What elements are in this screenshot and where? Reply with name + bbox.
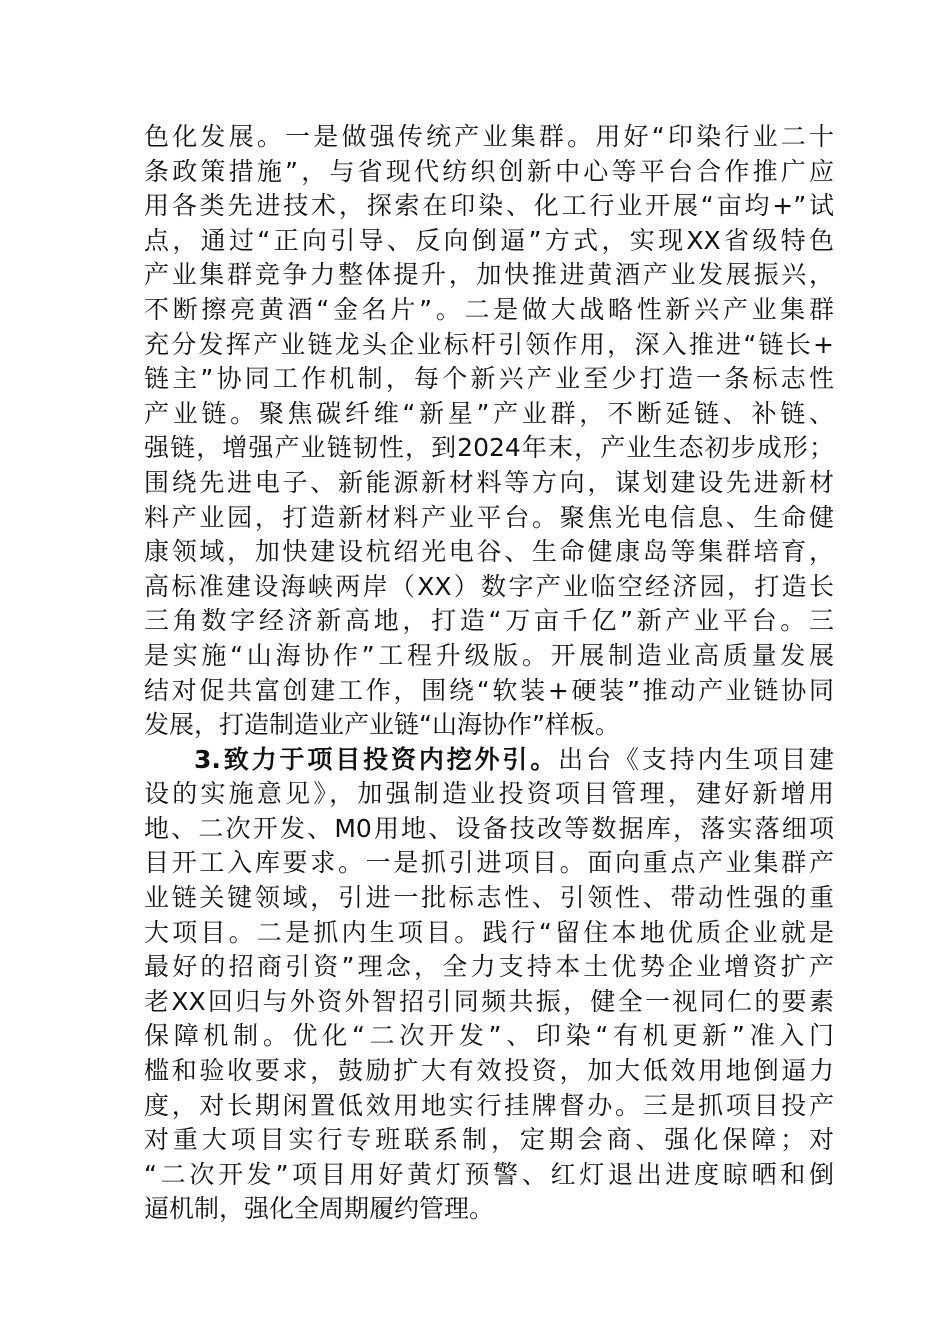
- text-line: 三角数字经济新高地，打造“万亩千亿”新产业平台。三: [144, 606, 834, 636]
- text-line: 料产业园，打造新材料产业平台。聚焦光电信息、生命健: [144, 502, 834, 532]
- text-line: 链主”协同工作机制，每个新兴产业至少打造一条标志性: [144, 364, 834, 394]
- section-heading: 3.致力于项目投资内挖外引。: [194, 744, 559, 774]
- text-line: 业链关键领域，引进一批标志性、引领性、带动性强的重: [144, 883, 834, 913]
- text-line: 发展，打造制造业产业链“山海协作”样板。: [144, 710, 620, 740]
- text-line: 产业集群竞争力整体提升，加快推进黄酒产业发展振兴，: [144, 260, 834, 290]
- text-line: 强链，增强产业链韧性，到2024年末，产业生态初步成形；: [144, 433, 834, 463]
- text-line: “二次开发”项目用好黄灯预警、红灯退出进度晾晒和倒: [144, 1159, 834, 1189]
- text-line: 逼机制，强化全周期履约管理。: [144, 1194, 495, 1224]
- text-line: 不断擦亮黄酒“金名片”。二是做大战略性新兴产业集群: [144, 294, 834, 324]
- text-line: 结对促共富创建工作，围绕“软装+硬装”推动产业链协同: [144, 675, 834, 705]
- text-line: 围绕先进电子、新能源新材料等方向，谋划建设先进新材: [144, 467, 834, 497]
- text-line: 高标准建设海峡两岸（XX）数字产业临空经济园，打造长: [144, 571, 834, 601]
- text-line: 度，对长期闲置低效用地实行挂牌督办。三是抓项目投产: [144, 1090, 834, 1120]
- text-line: 色化发展。一是做强传统产业集群。用好“印染行业二十: [144, 122, 834, 151]
- section-first-line: [144, 743, 834, 778]
- text-line: 设的实施意见》，加强制造业投资项目管理，建好新增用: [144, 779, 834, 809]
- text-line: 充分发挥产业链龙头企业标杆引领作用，深入推进“链长+: [144, 329, 834, 359]
- section-heading-continuation: 出台《支持内生项目建: [558, 744, 834, 774]
- text-line: 大项目。二是抓内生项目。践行“留住本地优质企业就是: [144, 917, 834, 947]
- paragraph-industrial-clusters: [144, 120, 834, 743]
- text-line: 地、二次开发、M0用地、设备技改等数据库，落实落细项: [144, 813, 834, 843]
- document-body: [144, 120, 834, 1227]
- paragraph-project-investment: [144, 743, 834, 1227]
- text-line: 保障机制。优化“二次开发”、印染“有机更新”准入门: [144, 1021, 834, 1051]
- text-line: 用各类先进技术，探索在印染、化工行业开展“亩均+”试: [144, 191, 834, 221]
- text-line: 槛和验收要求，鼓励扩大有效投资，加大低效用地倒逼力: [144, 1056, 834, 1086]
- text-line: 最好的招商引资”理念，全力支持本土优势企业增资扩产: [144, 952, 834, 982]
- text-line: 点，通过“正向引导、反向倒逼”方式，实现XX省级特色: [144, 225, 834, 255]
- text-line: 条政策措施”，与省现代纺织创新中心等平台合作推广应: [144, 156, 834, 186]
- text-line: 是实施“山海协作”工程升级版。开展制造业高质量发展: [144, 640, 834, 670]
- text-line: 对重大项目实行专班联系制，定期会商、强化保障；对: [144, 1125, 834, 1155]
- text-line: 老XX回归与外资外智招引同频共振，健全一视同仁的要素: [144, 986, 834, 1016]
- text-line: 目开工入库要求。一是抓引进项目。面向重点产业集群产: [144, 848, 834, 878]
- text-line: 康领域，加快建设杭绍光电谷、生命健康岛等集群培育，: [144, 537, 834, 567]
- text-line: 产业链。聚焦碳纤维“新星”产业群，不断延链、补链、: [144, 398, 834, 428]
